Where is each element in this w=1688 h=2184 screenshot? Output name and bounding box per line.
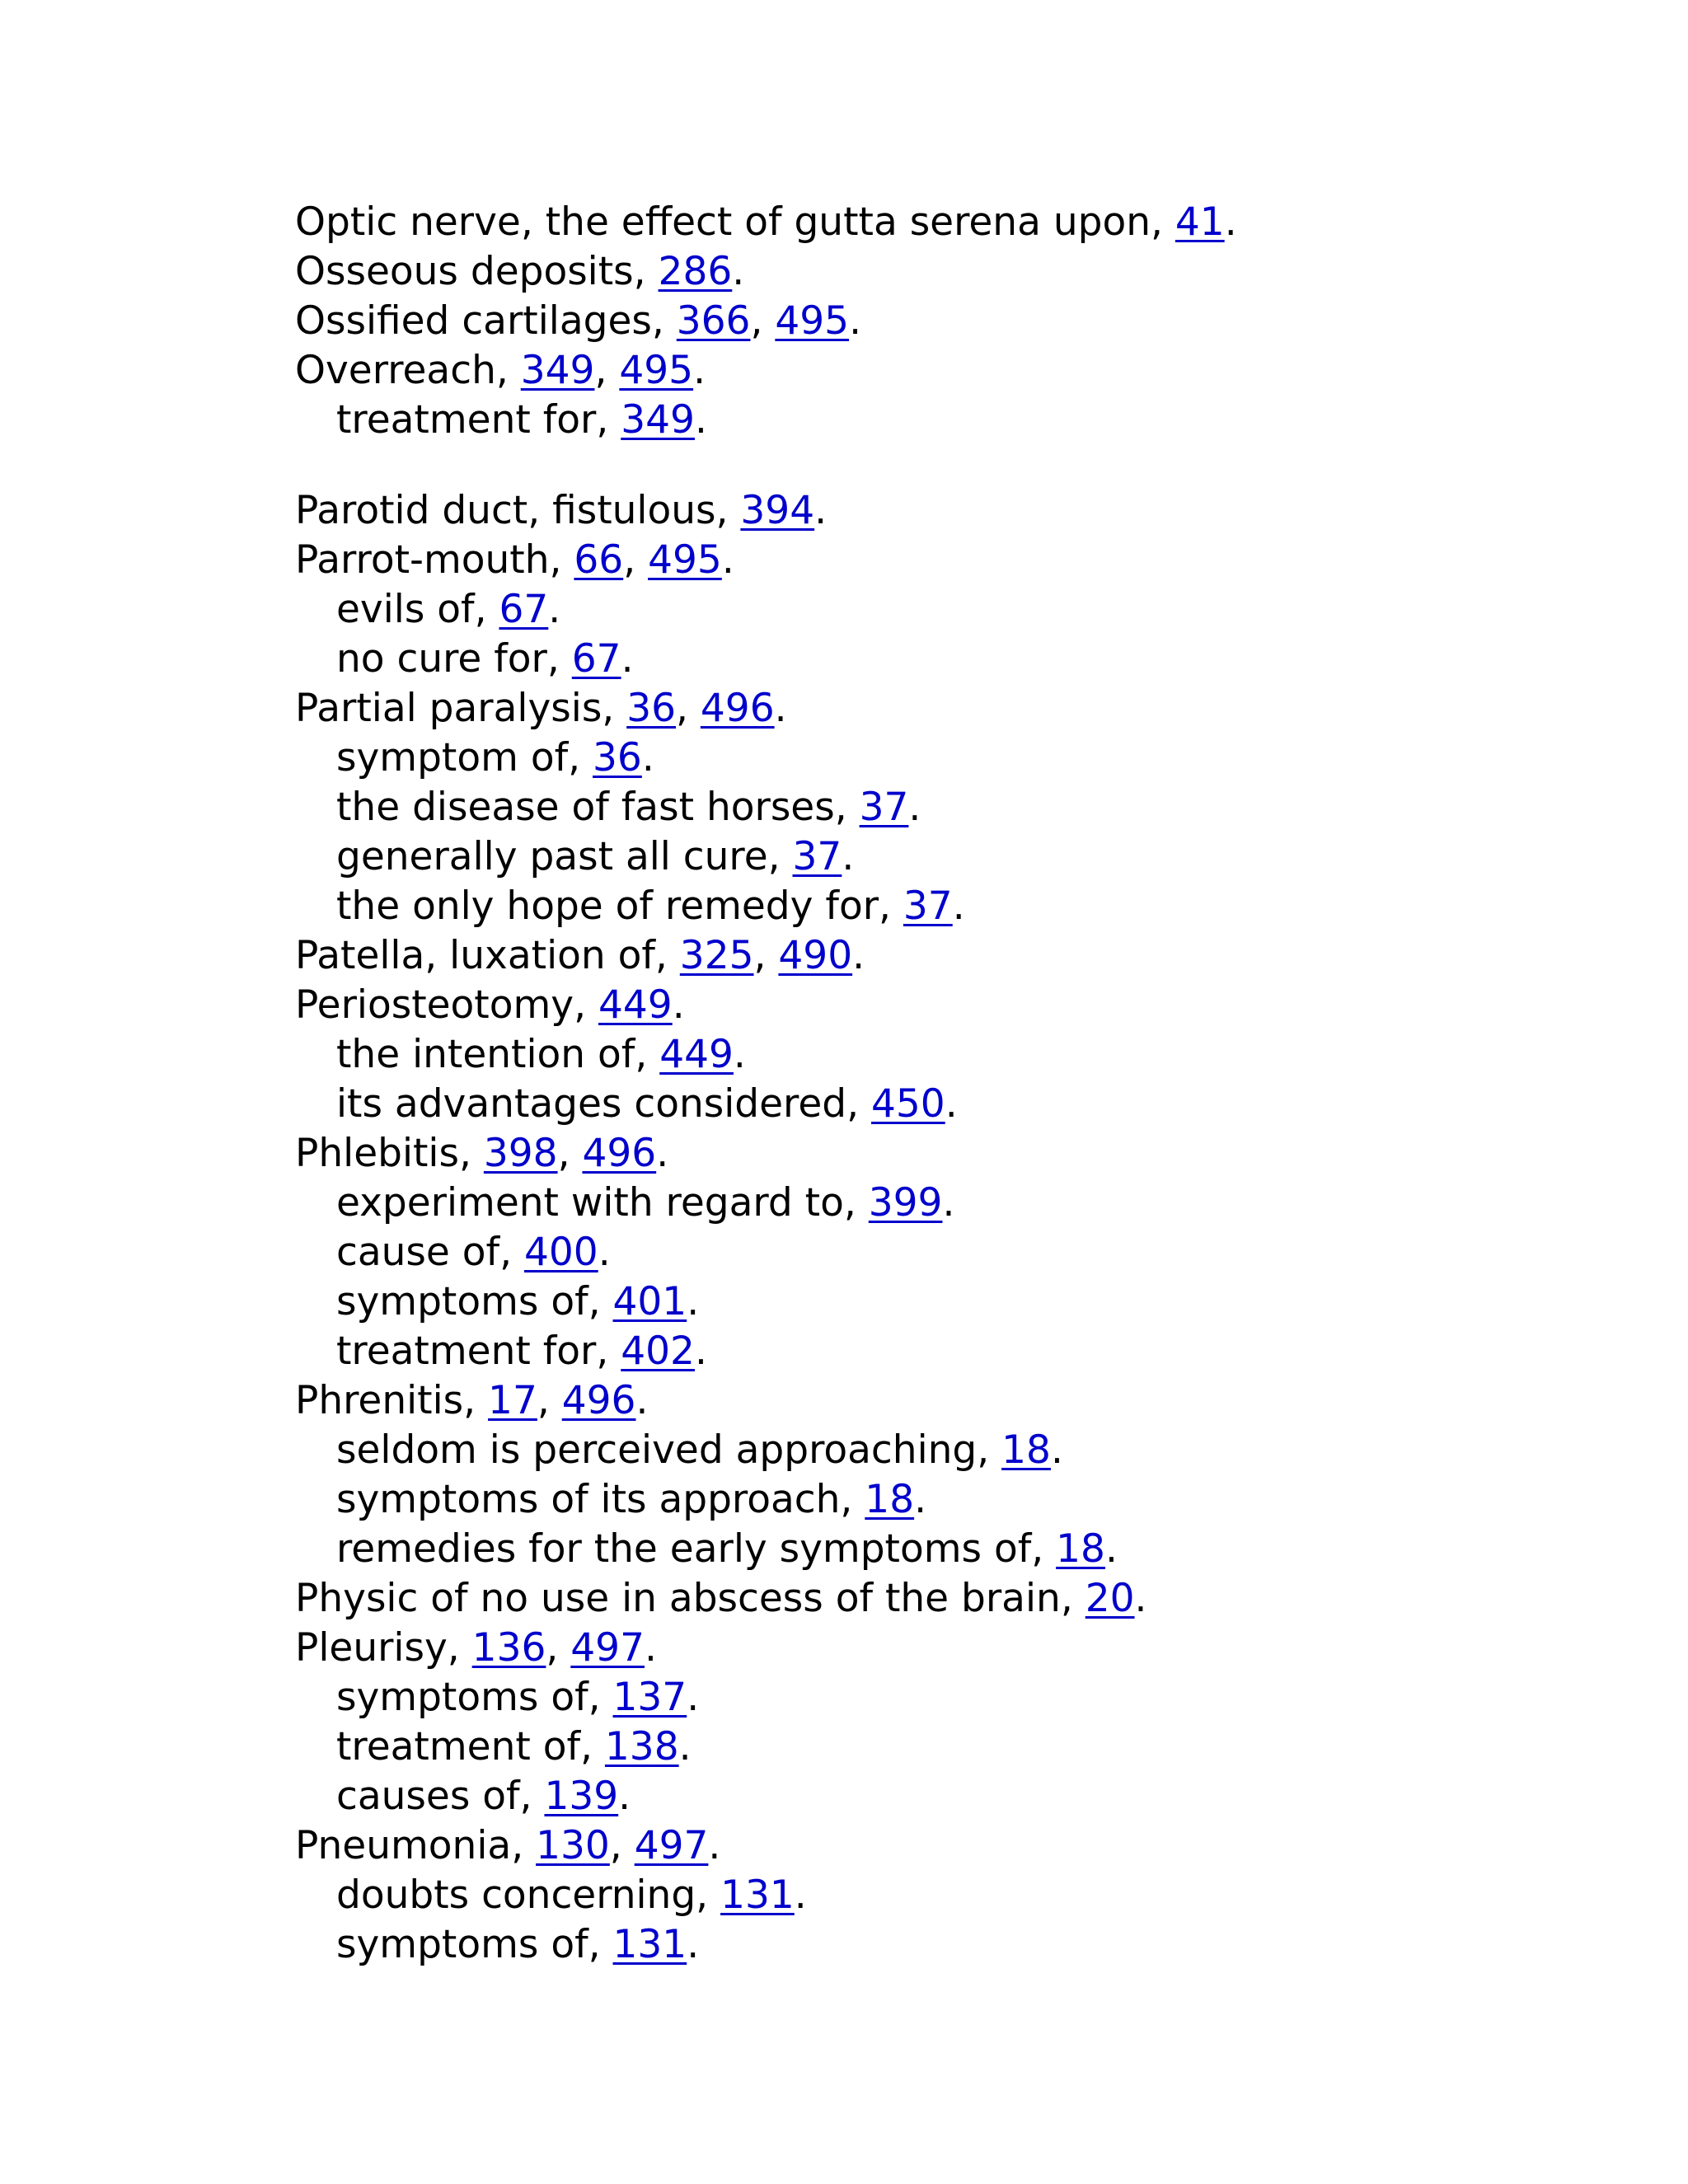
page-link[interactable]: 495 (648, 537, 722, 583)
page-separator: , (750, 298, 776, 344)
entry-terminator: . (687, 1675, 700, 1720)
page-separator: , (557, 1131, 583, 1176)
page-link[interactable]: 449 (659, 1032, 734, 1077)
index-entry (295, 198, 1614, 247)
entry-terminator: . (852, 933, 865, 978)
entry-label: treatment for, (336, 1329, 621, 1374)
page-link[interactable]: 67 (571, 636, 621, 682)
entry-label: Partial paralysis, (295, 686, 627, 731)
index-subentry (295, 1080, 1614, 1129)
page-link[interactable]: 18 (1001, 1427, 1051, 1473)
page-link[interactable]: 67 (499, 587, 549, 632)
entry-terminator: . (621, 636, 634, 682)
entry-terminator: . (694, 397, 707, 443)
entry-terminator: . (645, 1625, 657, 1671)
index-subentry (295, 733, 1614, 783)
entry-terminator: . (1224, 199, 1237, 245)
entry-label: treatment for, (336, 397, 621, 443)
page-link[interactable]: 136 (471, 1625, 546, 1671)
entry-label: symptoms of its approach, (336, 1477, 865, 1522)
entry-terminator: . (687, 1922, 700, 1967)
entry-label: Pneumonia, (295, 1823, 537, 1868)
page-link[interactable]: 450 (870, 1081, 945, 1127)
page-separator: , (753, 933, 779, 978)
index-entry (295, 297, 1614, 346)
page-separator: , (609, 1823, 635, 1868)
entry-terminator: . (641, 735, 654, 780)
entry-terminator: . (952, 883, 965, 929)
entry-label: Phrenitis, (295, 1378, 489, 1423)
entry-label: Phlebitis, (295, 1131, 484, 1176)
page-link[interactable]: 349 (621, 397, 695, 443)
page-link[interactable]: 366 (676, 298, 751, 344)
entry-terminator: . (656, 1131, 669, 1176)
index-entry (295, 486, 1614, 536)
entry-terminator: . (678, 1724, 692, 1769)
page-separator: , (546, 1625, 571, 1671)
index-entry (295, 536, 1614, 585)
entry-label: its advantages considered, (336, 1081, 871, 1127)
entry-terminator: . (1134, 1576, 1147, 1621)
entry-label: Patella, luxation of, (295, 933, 680, 978)
entry-label: doubts concerning, (336, 1872, 721, 1918)
entry-label: treatment of, (336, 1724, 605, 1769)
index-subentry (295, 396, 1614, 445)
entry-terminator: . (635, 1378, 649, 1423)
index-entry (295, 981, 1614, 1030)
index-group (295, 486, 1614, 1970)
entry-terminator: . (598, 1230, 611, 1275)
entry-terminator: . (721, 537, 734, 583)
entry-terminator: . (548, 587, 561, 632)
page-link[interactable]: 286 (658, 249, 733, 294)
index-subentry (295, 1030, 1614, 1080)
page-link[interactable]: 37 (903, 883, 953, 929)
entry-label: causes of, (336, 1774, 545, 1819)
entry-terminator: . (1104, 1526, 1118, 1572)
page-link[interactable]: 402 (621, 1329, 695, 1374)
page-link[interactable]: 37 (859, 785, 909, 830)
index-group (295, 198, 1614, 445)
index-subentry (295, 882, 1614, 931)
entry-terminator: . (942, 1180, 955, 1226)
page-link[interactable]: 497 (570, 1625, 645, 1671)
page-link[interactable]: 495 (775, 298, 850, 344)
entry-terminator: . (694, 1329, 707, 1374)
entry-label: the disease of fast horses, (336, 785, 860, 830)
page-link[interactable]: 18 (865, 1477, 915, 1522)
entry-label: Periosteotomy, (295, 982, 598, 1028)
index-subentry (295, 1871, 1614, 1920)
index-subentry (295, 1327, 1614, 1376)
entry-label: no cure for, (336, 636, 572, 682)
page-link[interactable]: 36 (593, 735, 642, 780)
entry-terminator: . (945, 1081, 958, 1127)
index-entry (295, 1574, 1614, 1624)
entry-terminator: . (794, 1872, 807, 1918)
entry-label: Pleurisy, (295, 1625, 472, 1671)
page-link[interactable]: 496 (700, 686, 775, 731)
entry-label: symptoms of, (336, 1922, 613, 1967)
entry-terminator: . (732, 249, 745, 294)
entry-label: generally past all cure, (336, 834, 793, 879)
page-link[interactable]: 399 (868, 1180, 943, 1226)
entry-label: Parrot-mouth, (295, 537, 574, 583)
index-subentry (295, 783, 1614, 832)
page-separator: , (537, 1378, 562, 1423)
entry-label: evils of, (336, 587, 499, 632)
index-subentry (295, 1277, 1614, 1327)
page-link[interactable]: 349 (520, 348, 595, 393)
page-link[interactable]: 37 (792, 834, 842, 879)
page-link[interactable]: 17 (488, 1378, 537, 1423)
page-link[interactable]: 394 (740, 488, 815, 533)
index-entry (295, 931, 1614, 981)
page-link[interactable]: 36 (626, 686, 676, 731)
entry-label: symptoms of, (336, 1675, 613, 1720)
index-entry (295, 346, 1614, 396)
entry-terminator: . (849, 298, 862, 344)
index-subentry (295, 1673, 1614, 1722)
index-subentry (295, 585, 1614, 635)
page-link[interactable]: 137 (612, 1675, 687, 1720)
entry-label: Ossified cartilages, (295, 298, 677, 344)
entry-terminator: . (687, 1279, 700, 1324)
index-entry (295, 247, 1614, 297)
group-gap (295, 445, 1614, 486)
page-link[interactable]: 66 (574, 537, 624, 583)
index-entry (295, 1376, 1614, 1426)
page-link[interactable]: 139 (544, 1774, 619, 1819)
entry-terminator: . (814, 488, 828, 533)
page-link[interactable]: 138 (604, 1724, 679, 1769)
page-separator: , (594, 348, 620, 393)
index-subentry (295, 1228, 1614, 1277)
entry-terminator: . (693, 348, 706, 393)
page-link[interactable]: 495 (619, 348, 694, 393)
page-link[interactable]: 130 (536, 1823, 610, 1868)
index-subentry (295, 1920, 1614, 1970)
entry-label: cause of, (336, 1230, 524, 1275)
index-subentry (295, 1179, 1614, 1228)
entry-label: remedies for the early symptoms of, (336, 1526, 1057, 1572)
page-link[interactable]: 398 (483, 1131, 558, 1176)
entry-label: experiment with regard to, (336, 1180, 869, 1226)
page-link[interactable]: 449 (598, 982, 673, 1028)
entry-label: Physic of no use in abscess of the brain, (295, 1576, 1085, 1621)
entry-terminator: . (618, 1774, 631, 1819)
page-link[interactable]: 131 (612, 1922, 687, 1967)
entry-label: Overreach, (295, 348, 521, 393)
entry-terminator: . (908, 785, 921, 830)
entry-label: seldom is perceived approaching, (336, 1427, 1002, 1473)
page-link[interactable]: 496 (561, 1378, 636, 1423)
entry-terminator: . (672, 982, 685, 1028)
index-subentry (295, 1475, 1614, 1525)
page-link[interactable]: 18 (1056, 1526, 1105, 1572)
index-subentry (295, 1722, 1614, 1772)
index-page (295, 198, 1614, 1970)
index-subentry (295, 1525, 1614, 1574)
entry-label: the intention of, (336, 1032, 660, 1077)
page-link[interactable]: 400 (523, 1230, 598, 1275)
page-link[interactable]: 497 (634, 1823, 709, 1868)
entry-label: the only hope of remedy for, (336, 883, 903, 929)
page-link[interactable]: 496 (582, 1131, 657, 1176)
index-entry (295, 684, 1614, 733)
page-separator: , (676, 686, 701, 731)
entry-label: Parotid duct, fistulous, (295, 488, 741, 533)
entry-terminator: . (914, 1477, 927, 1522)
page-link[interactable]: 325 (679, 933, 754, 978)
entry-terminator: . (733, 1032, 746, 1077)
index-entry (295, 1821, 1614, 1871)
index-entry (295, 1129, 1614, 1179)
page-link[interactable]: 401 (612, 1279, 687, 1324)
entry-terminator: . (1050, 1427, 1063, 1473)
entry-terminator: . (842, 834, 855, 879)
entry-terminator: . (774, 686, 787, 731)
entry-label: symptoms of, (336, 1279, 613, 1324)
page-separator: , (623, 537, 649, 583)
index-subentry (295, 832, 1614, 882)
index-subentry (295, 1772, 1614, 1821)
entry-terminator: . (708, 1823, 721, 1868)
entry-label: Optic nerve, the effect of gutta serena upon, (295, 199, 1175, 245)
entry-label: Osseous deposits, (295, 249, 659, 294)
index-subentry (295, 1426, 1614, 1475)
page-link[interactable]: 20 (1085, 1576, 1135, 1621)
index-subentry (295, 635, 1614, 684)
index-entry (295, 1624, 1614, 1673)
page-link[interactable]: 490 (778, 933, 853, 978)
page-link[interactable]: 41 (1175, 199, 1225, 245)
entry-label: symptom of, (336, 735, 593, 780)
page-link[interactable]: 131 (720, 1872, 795, 1918)
